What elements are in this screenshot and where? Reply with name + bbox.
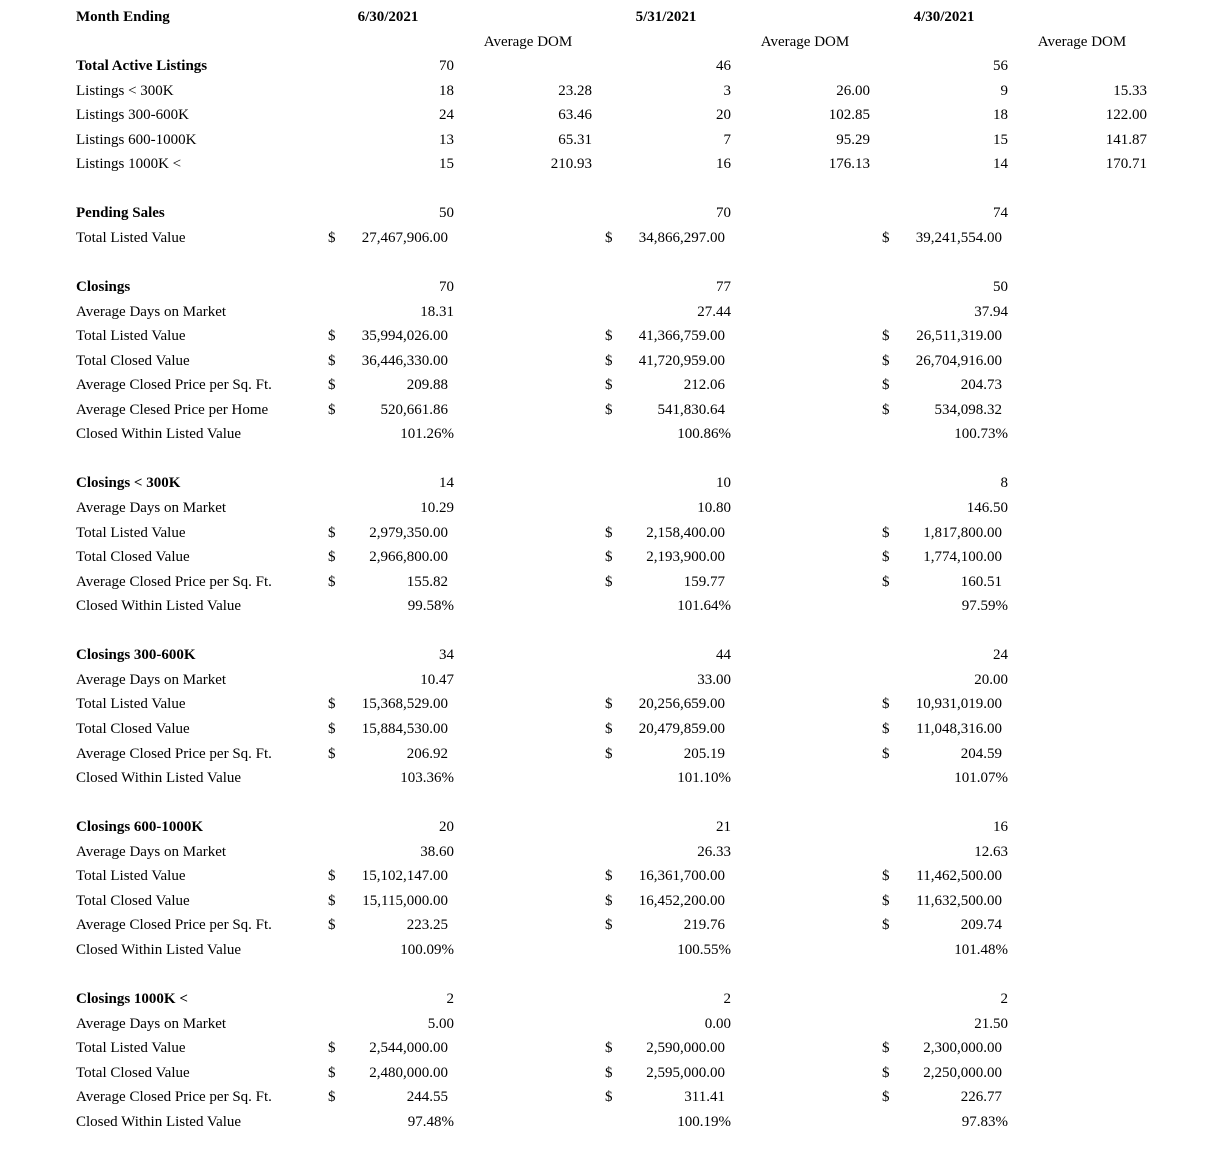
total-count: 70 [439,279,454,296]
metric-value: 97.59% [961,598,1008,615]
dollar-sign: $ [328,868,336,885]
dollar-sign: $ [605,549,613,566]
currency-value: 204.73 [960,377,1002,394]
dollar-sign: $ [882,328,890,345]
listing-count: 15 [993,131,1008,148]
metric-value: 97.83% [961,1113,1008,1130]
section-title: Closings 600-1000K [76,819,204,836]
row-label: Average Closed Price per Sq. Ft. [76,745,272,762]
section-title: Closings < 300K [76,475,181,492]
row-label: Total Listed Value [76,524,186,541]
section-title-row [0,987,1224,1011]
currency-value: 11,632,500.00 [916,892,1002,909]
currency-value: 34,866,297.00 [638,229,725,246]
dollar-sign: $ [328,696,336,713]
listing-count: 18 [439,82,454,99]
dollar-sign: $ [882,1064,890,1081]
currency-value: 2,595,000.00 [646,1064,725,1081]
currency-value: 1,774,100.00 [923,549,1002,566]
dollar-sign: $ [605,1040,613,1057]
dollar-sign: $ [605,745,613,762]
total-count: 2 [1000,991,1008,1007]
currency-value: 2,158,400.00 [646,524,725,541]
section-title: Pending Sales [76,205,165,222]
average-dom-header: Average DOM [760,33,850,50]
total-count: 2 [723,991,731,1007]
metric-value: 101.26% [400,426,454,443]
listing-row [0,103,1224,127]
dollar-sign: $ [882,352,890,369]
currency-value: 35,994,026.00 [361,328,448,345]
dollar-sign: $ [328,573,336,590]
row-label: Average Closed Price per Sq. Ft. [76,377,272,394]
row-label: Average Days on Market [76,671,227,688]
dollar-sign: $ [328,229,336,246]
dollar-sign: $ [328,892,336,909]
data-row [0,300,1224,324]
row-label: Closed Within Listed Value [76,941,242,958]
dollar-sign: $ [605,1064,613,1081]
total-count: 46 [716,58,731,75]
dollar-sign: $ [328,401,336,418]
dollar-sign: $ [882,573,890,590]
average-dom-header: Average DOM [1037,33,1127,50]
row-label: Average Days on Market [76,843,227,860]
row-label: Listings 600-1000K [76,131,197,148]
dollar-sign: $ [605,352,613,369]
dollar-sign: $ [605,524,613,541]
currency-value: 2,966,800.00 [369,549,448,566]
data-row [0,324,1224,348]
section-title: Closings 300-600K [76,647,196,664]
listing-count: 18 [993,107,1008,124]
currency-value: 541,830.64 [657,401,725,418]
row-label: Closed Within Listed Value [76,426,242,443]
row-label: Average Days on Market [76,1015,227,1032]
section-title-row [0,471,1224,495]
dollar-sign: $ [882,720,890,737]
metric-value: 12.63 [974,843,1008,860]
month-header: 5/31/2021 [635,9,697,25]
currency-value: 20,479,859.00 [638,720,725,737]
dollar-sign: $ [882,892,890,909]
total-count: 10 [716,475,731,492]
total-count: 24 [993,647,1008,664]
currency-value: 16,452,200.00 [638,892,725,909]
metric-value: 37.94 [974,303,1008,320]
section-title: Closings 1000K < [76,991,188,1007]
total-count: 34 [439,647,454,664]
average-dom-value: 122.00 [1105,107,1147,124]
month-ending-label: Month Ending [76,9,170,25]
metric-value: 27.44 [697,303,731,320]
dollar-sign: $ [605,1089,613,1106]
row-label: Closed Within Listed Value [76,770,242,787]
data-row [0,1012,1224,1036]
data-row [0,545,1224,569]
dollar-sign: $ [328,328,336,345]
total-count: 21 [716,819,731,836]
dollar-sign: $ [328,377,336,394]
currency-value: 2,590,000.00 [646,1040,725,1057]
dollar-sign: $ [605,401,613,418]
currency-value: 10,931,019.00 [915,696,1002,713]
currency-value: 311.41 [684,1089,725,1106]
data-row [0,349,1224,373]
listing-row [0,152,1224,176]
data-row [0,1036,1224,1060]
currency-value: 2,250,000.00 [923,1064,1002,1081]
row-label: Total Closed Value [76,720,190,737]
total-count: 20 [439,819,454,836]
currency-value: 2,300,000.00 [923,1040,1002,1057]
section-title: Closings [76,279,131,296]
metric-value: 97.48% [407,1113,454,1130]
currency-value: 209.88 [406,377,448,394]
dollar-sign: $ [882,1089,890,1106]
metric-value: 10.47 [420,671,454,688]
total-count: 56 [993,58,1008,75]
total-count: 50 [993,279,1008,296]
dollar-sign: $ [328,745,336,762]
dollar-sign: $ [328,917,336,934]
row-label: Average Clesed Price per Home [76,401,269,418]
currency-value: 2,480,000.00 [369,1064,448,1081]
row-label: Closed Within Listed Value [76,598,242,615]
dollar-sign: $ [328,1040,336,1057]
data-row [0,668,1224,692]
average-dom-value: 23.28 [558,82,592,99]
metric-value: 10.80 [697,500,731,516]
metric-value: 10.29 [420,500,454,516]
listing-count: 3 [723,82,731,99]
dollar-sign: $ [882,917,890,934]
section-title-row [0,201,1224,225]
data-row [0,496,1224,520]
average-dom-value: 170.71 [1105,156,1147,173]
row-label: Average Closed Price per Sq. Ft. [76,573,272,590]
currency-value: 155.82 [406,573,448,590]
dollar-sign: $ [328,352,336,369]
currency-value: 11,048,316.00 [916,720,1002,737]
row-label: Total Listed Value [76,868,186,885]
currency-value: 26,511,319.00 [916,328,1002,345]
currency-value: 16,361,700.00 [638,868,725,885]
currency-value: 36,446,330.00 [361,352,448,369]
currency-value: 15,884,530.00 [361,720,448,737]
average-dom-header: Average DOM [483,33,573,50]
row-label: Total Closed Value [76,549,190,566]
currency-value: 212.06 [683,377,725,394]
dollar-sign: $ [605,696,613,713]
metric-value: 33.00 [697,671,731,688]
dollar-sign: $ [882,1040,890,1057]
listing-count: 14 [993,156,1008,173]
metric-value: 0.00 [704,1015,731,1032]
currency-value: 204.59 [960,745,1002,762]
listing-row [0,79,1224,103]
data-row [0,521,1224,545]
dollar-sign: $ [882,524,890,541]
currency-value: 26,704,916.00 [915,352,1002,369]
data-row [0,570,1224,594]
row-label: Total Closed Value [76,352,190,369]
listing-count: 13 [439,131,454,148]
header-row [0,5,1224,29]
dom-header-row [0,30,1224,54]
average-dom-value: 15.33 [1113,82,1147,99]
dollar-sign: $ [605,377,613,394]
month-header: 6/30/2021 [357,9,419,25]
data-row [0,398,1224,422]
currency-value: 15,102,147.00 [361,868,448,885]
row-label: Total Listed Value [76,229,186,246]
row-label: Total Closed Value [76,1064,190,1081]
row-label: Average Days on Market [76,303,227,320]
data-row [0,226,1224,250]
dollar-sign: $ [328,524,336,541]
section-title-row [0,643,1224,667]
data-row [0,1061,1224,1085]
metric-value: 103.36% [400,770,454,787]
data-row [0,913,1224,937]
metric-value: 100.86% [677,426,731,443]
listing-count: 20 [716,107,731,124]
data-row [0,889,1224,913]
section-title-row [0,275,1224,299]
data-row [0,594,1224,618]
row-label: Total Listed Value [76,328,186,345]
currency-value: 2,544,000.00 [369,1040,448,1057]
currency-value: 11,462,500.00 [916,868,1002,885]
data-row [0,742,1224,766]
data-row [0,938,1224,962]
total-count: 70 [716,205,731,222]
currency-value: 206.92 [406,745,448,762]
metric-value: 99.58% [407,598,454,615]
metric-value: 21.50 [974,1015,1008,1032]
metric-value: 101.07% [954,770,1008,787]
currency-value: 2,979,350.00 [369,524,448,541]
metric-value: 38.60 [420,843,454,860]
row-label: Total Listed Value [76,1040,186,1057]
dollar-sign: $ [882,868,890,885]
section-title: Total Active Listings [76,58,208,75]
listing-count: 9 [1000,82,1008,99]
average-dom-value: 102.85 [828,107,870,124]
data-row [0,766,1224,790]
data-row [0,422,1224,446]
row-label: Average Days on Market [76,500,227,516]
row-label: Average Closed Price per Sq. Ft. [76,917,272,934]
currency-value: 520,661.86 [380,401,448,418]
total-count: 2 [446,991,454,1007]
dollar-sign: $ [605,720,613,737]
listing-row [0,128,1224,152]
dollar-sign: $ [605,573,613,590]
listing-count: 24 [439,107,454,124]
dollar-sign: $ [605,892,613,909]
row-label: Total Listed Value [76,696,186,713]
currency-value: 41,720,959.00 [638,352,725,369]
listing-count: 15 [439,156,454,173]
average-dom-value: 95.29 [836,131,870,148]
row-label: Listings < 300K [76,82,174,99]
dollar-sign: $ [328,549,336,566]
metric-value: 101.64% [677,598,731,615]
listing-count: 7 [723,131,731,148]
total-count: 44 [716,647,731,664]
currency-value: 534,098.32 [934,401,1002,418]
dollar-sign: $ [882,229,890,246]
row-label: Closed Within Listed Value [76,1113,242,1130]
currency-value: 226.77 [960,1089,1002,1106]
currency-value: 159.77 [683,573,725,590]
data-row [0,840,1224,864]
dollar-sign: $ [882,377,890,394]
currency-value: 223.25 [406,917,448,934]
currency-value: 244.55 [406,1089,448,1106]
data-row [0,373,1224,397]
dollar-sign: $ [328,1089,336,1106]
dollar-sign: $ [328,720,336,737]
total-count: 50 [439,205,454,222]
dollar-sign: $ [605,229,613,246]
month-header: 4/30/2021 [913,9,975,25]
currency-value: 41,366,759.00 [638,328,725,345]
dollar-sign: $ [328,1064,336,1081]
total-count: 14 [439,475,454,492]
section-title-row [0,815,1224,839]
metric-value: 101.10% [677,770,731,787]
metric-value: 100.09% [400,941,454,958]
metric-value: 146.50 [966,500,1008,516]
data-row [0,692,1224,716]
section-title-row [0,54,1224,78]
average-dom-value: 176.13 [828,156,870,173]
average-dom-value: 210.93 [550,156,592,173]
metric-value: 100.55% [677,941,731,958]
metric-value: 18.31 [420,303,454,320]
dollar-sign: $ [882,696,890,713]
currency-value: 39,241,554.00 [915,229,1002,246]
average-dom-value: 26.00 [836,82,870,99]
row-label: Average Closed Price per Sq. Ft. [76,1089,272,1106]
currency-value: 209.74 [960,917,1002,934]
row-label: Listings 300-600K [76,107,189,124]
currency-value: 2,193,900.00 [646,549,725,566]
data-row [0,1110,1224,1134]
metric-value: 26.33 [697,843,731,860]
metric-value: 100.19% [677,1113,731,1130]
currency-value: 1,817,800.00 [923,524,1002,541]
total-count: 8 [1000,475,1008,492]
total-count: 77 [716,279,731,296]
average-dom-value: 65.31 [558,131,592,148]
currency-value: 15,115,000.00 [362,892,448,909]
listing-count: 16 [716,156,731,173]
currency-value: 160.51 [960,573,1002,590]
row-label: Listings 1000K < [76,156,182,173]
dollar-sign: $ [882,745,890,762]
dollar-sign: $ [605,328,613,345]
metric-value: 5.00 [427,1015,454,1032]
metric-value: 101.48% [954,941,1008,958]
dollar-sign: $ [882,549,890,566]
row-label: Total Closed Value [76,892,190,909]
dollar-sign: $ [605,917,613,934]
total-count: 74 [993,205,1008,222]
dollar-sign: $ [882,401,890,418]
data-row [0,864,1224,888]
currency-value: 219.76 [683,917,725,934]
total-count: 70 [439,58,454,75]
data-row [0,717,1224,741]
total-count: 16 [993,819,1008,836]
data-row [0,1085,1224,1109]
currency-value: 27,467,906.00 [361,229,448,246]
metric-value: 20.00 [974,671,1008,688]
currency-value: 15,368,529.00 [361,696,448,713]
dollar-sign: $ [605,868,613,885]
currency-value: 20,256,659.00 [638,696,725,713]
currency-value: 205.19 [683,745,725,762]
metric-value: 100.73% [954,426,1008,443]
average-dom-value: 141.87 [1105,131,1147,148]
average-dom-value: 63.46 [558,107,592,124]
